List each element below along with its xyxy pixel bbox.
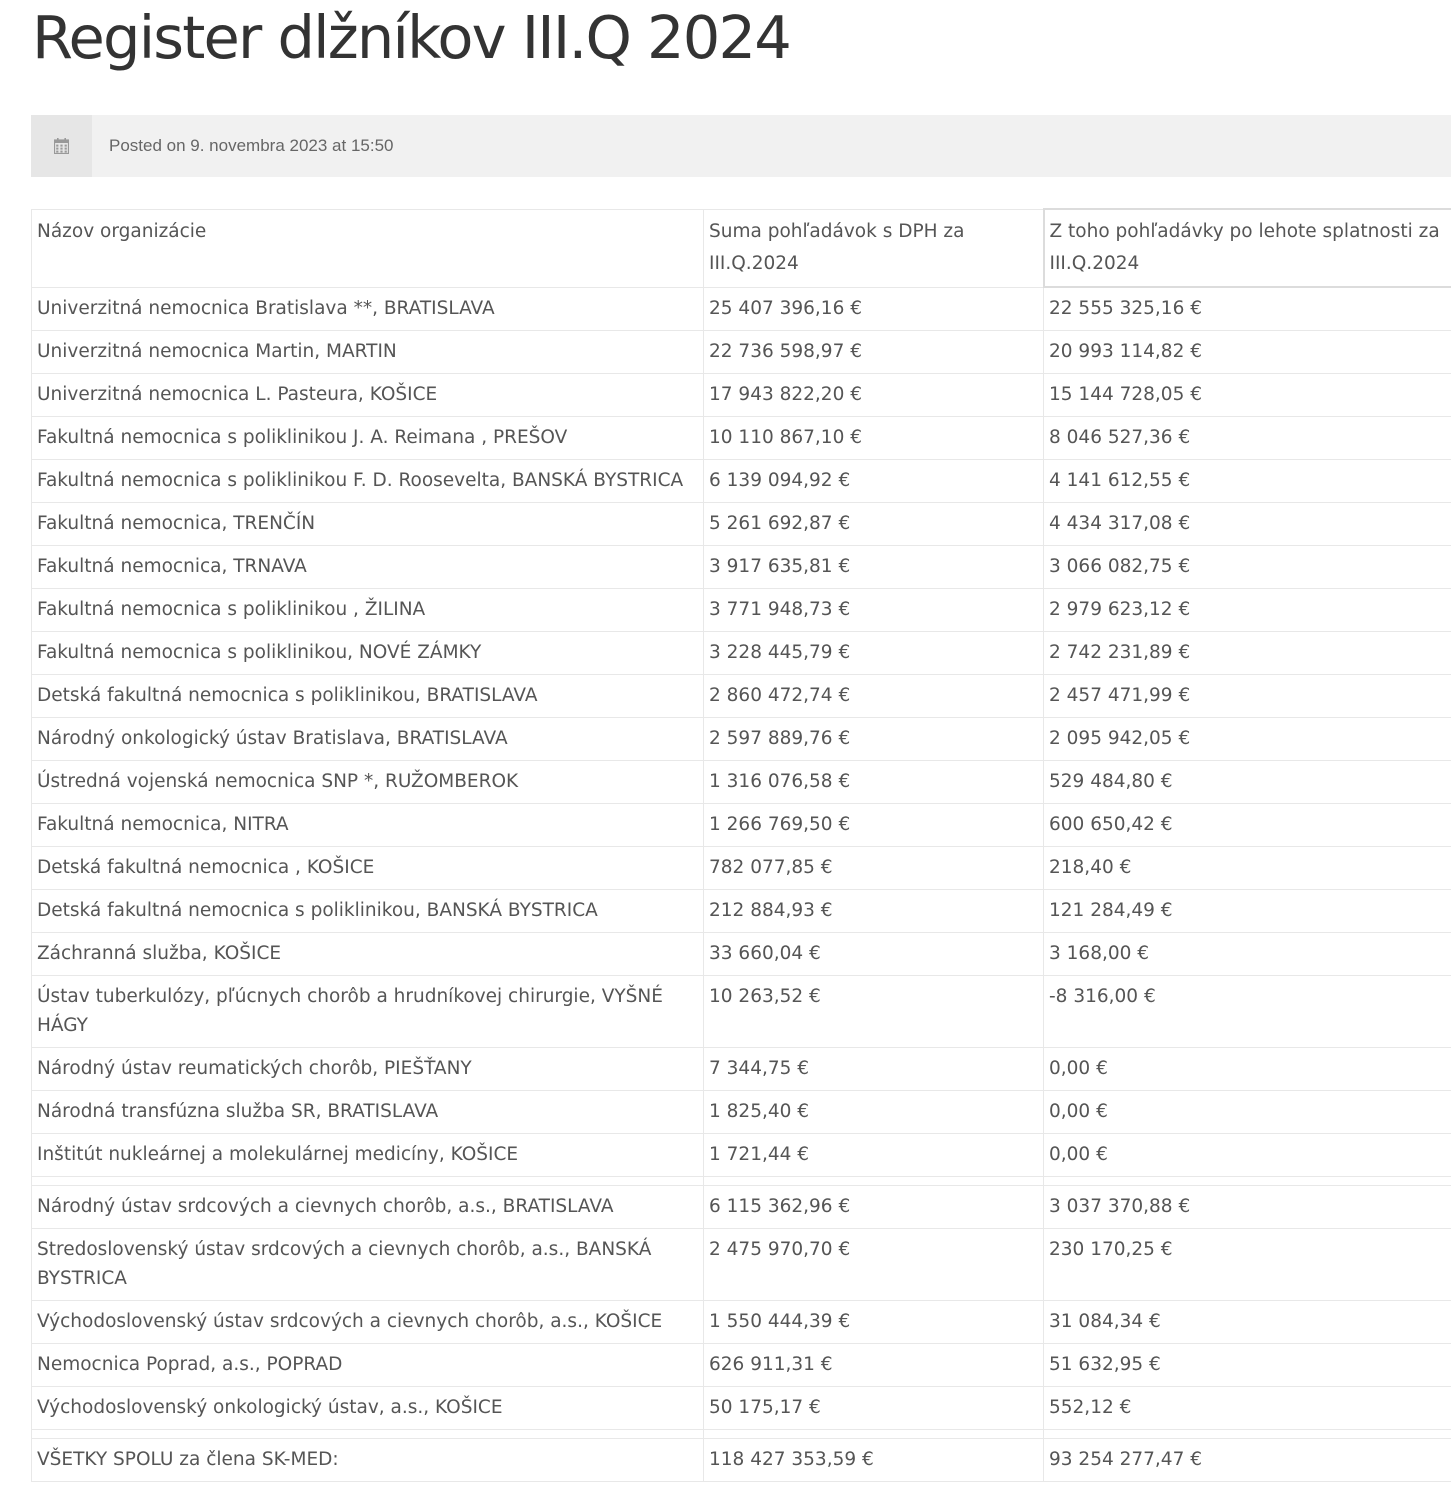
cell-total: 3 228 445,79 € [704, 632, 1044, 675]
cell-overdue: 2 095 942,05 € [1044, 718, 1451, 761]
spacer-cell [704, 1177, 1044, 1186]
cell-total: 10 263,52 € [704, 976, 1044, 1048]
header-overdue: Z toho pohľadávky po lehote splatnosti za III.Q.2024 [1044, 209, 1451, 287]
cell-name: Fakultná nemocnica s poliklinikou J. A. Reimana , PREŠOV [32, 417, 704, 460]
cell-total: 1 721,44 € [704, 1134, 1044, 1177]
table-row [32, 1048, 1451, 1091]
cell-total: 22 736 598,97 € [704, 331, 1044, 374]
cell-overdue: 0,00 € [1044, 1134, 1451, 1177]
table-row [32, 546, 1451, 589]
table-row [32, 675, 1451, 718]
cell-name: Detská fakultná nemocnica s poliklinikou, BANSKÁ BYSTRICA [32, 890, 704, 933]
cell-overdue: 8 046 527,36 € [1044, 417, 1451, 460]
cell-name: Univerzitná nemocnica Martin, MARTIN [32, 331, 704, 374]
cell-name: Fakultná nemocnica, TRNAVA [32, 546, 704, 589]
table-row [32, 287, 1451, 331]
cell-total: 2 597 889,76 € [704, 718, 1044, 761]
cell-overdue: 552,12 € [1044, 1387, 1451, 1430]
cell-overdue: 3 066 082,75 € [1044, 546, 1451, 589]
cell-total: 1 550 444,39 € [704, 1301, 1044, 1344]
cell-name: Ústav tuberkulózy, pľúcnych chorôb a hrudníkovej chirurgie, VYŠNÉ HÁGY [32, 976, 704, 1048]
cell-overdue: 3 168,00 € [1044, 933, 1451, 976]
table-row [32, 976, 1451, 1048]
cell-overdue: 31 084,34 € [1044, 1301, 1451, 1344]
page-title: Register dlžníkov III.Q 2024 [32, 3, 790, 72]
table-spacer-row [32, 1430, 1451, 1439]
meta-icon-box [31, 115, 92, 177]
cell-total: 6 139 094,92 € [704, 460, 1044, 503]
header-total: Suma pohľadávok s DPH za III.Q.2024 [704, 209, 1044, 287]
table-row [32, 1134, 1451, 1177]
cell-name: Národný onkologický ústav Bratislava, BRATISLAVA [32, 718, 704, 761]
cell-overdue: 2 457 471,99 € [1044, 675, 1451, 718]
table-row [32, 632, 1451, 675]
table-row [32, 374, 1451, 417]
table-row [32, 718, 1451, 761]
table-row [32, 933, 1451, 976]
cell-name: Univerzitná nemocnica L. Pasteura, KOŠICE [32, 374, 704, 417]
table-row [32, 503, 1451, 546]
cell-total: 3 771 948,73 € [704, 589, 1044, 632]
cell-name: Fakultná nemocnica s poliklinikou F. D. Roosevelta, BANSKÁ BYSTRICA [32, 460, 704, 503]
cell-overdue: 0,00 € [1044, 1048, 1451, 1091]
cell-overdue: 2 742 231,89 € [1044, 632, 1451, 675]
table-row [32, 1186, 1451, 1229]
table-row [32, 847, 1451, 890]
table-row [32, 460, 1451, 503]
cell-name: Fakultná nemocnica s poliklinikou , ŽILINA [32, 589, 704, 632]
cell-name: Fakultná nemocnica, NITRA [32, 804, 704, 847]
cell-overdue: 20 993 114,82 € [1044, 331, 1451, 374]
cell-name: Detská fakultná nemocnica , KOŠICE [32, 847, 704, 890]
post-meta-bar [31, 115, 1451, 177]
cell-name: Univerzitná nemocnica Bratislava **, BRATISLAVA [32, 287, 704, 331]
header-name: Názov organizácie [32, 209, 704, 287]
table-row [32, 1229, 1451, 1301]
cell-overdue: 15 144 728,05 € [1044, 374, 1451, 417]
cell-total: 782 077,85 € [704, 847, 1044, 890]
table-row [32, 589, 1451, 632]
cell-total: 6 115 362,96 € [704, 1186, 1044, 1229]
cell-total: 626 911,31 € [704, 1344, 1044, 1387]
cell-name: VŠETKY SPOLU za člena SK-MED: [32, 1439, 704, 1482]
cell-name: Národná transfúzna služba SR, BRATISLAVA [32, 1091, 704, 1134]
cell-overdue: 4 141 612,55 € [1044, 460, 1451, 503]
cell-total: 33 660,04 € [704, 933, 1044, 976]
cell-total: 17 943 822,20 € [704, 374, 1044, 417]
table-spacer-row [32, 1177, 1451, 1186]
cell-overdue: 0,00 € [1044, 1091, 1451, 1134]
cell-name: Fakultná nemocnica, TRENČÍN [32, 503, 704, 546]
cell-overdue: 22 555 325,16 € [1044, 287, 1451, 331]
table-row [32, 1091, 1451, 1134]
cell-total: 25 407 396,16 € [704, 287, 1044, 331]
cell-overdue: 3 037 370,88 € [1044, 1186, 1451, 1229]
cell-name: Záchranná služba, KOŠICE [32, 933, 704, 976]
table-row [32, 331, 1451, 374]
posted-date-text: Posted on 9. novembra 2023 at 15:50 [109, 136, 394, 155]
total-row [32, 1439, 1451, 1482]
cell-total: 1 266 769,50 € [704, 804, 1044, 847]
table-header-row [32, 209, 1451, 287]
cell-total: 50 175,17 € [704, 1387, 1044, 1430]
cell-total: 118 427 353,59 € [704, 1439, 1044, 1482]
cell-overdue: 529 484,80 € [1044, 761, 1451, 804]
cell-name: Stredoslovenský ústav srdcových a cievnych chorôb, a.s., BANSKÁ BYSTRICA [32, 1229, 704, 1301]
table-row [32, 890, 1451, 933]
cell-total: 1 825,40 € [704, 1091, 1044, 1134]
cell-overdue: 230 170,25 € [1044, 1229, 1451, 1301]
cell-name: Národný ústav reumatických chorôb, PIEŠŤANY [32, 1048, 704, 1091]
table-row [32, 804, 1451, 847]
cell-name: Fakultná nemocnica s poliklinikou, NOVÉ ZÁMKY [32, 632, 704, 675]
spacer-cell [1044, 1430, 1451, 1439]
table-row [32, 417, 1451, 460]
cell-name: Inštitút nukleárnej a molekulárnej medicíny, KOŠICE [32, 1134, 704, 1177]
cell-overdue: 51 632,95 € [1044, 1344, 1451, 1387]
cell-overdue: 2 979 623,12 € [1044, 589, 1451, 632]
cell-name: Ústredná vojenská nemocnica SNP *, RUŽOMBEROK [32, 761, 704, 804]
cell-name: Národný ústav srdcových a cievnych chorôb, a.s., BRATISLAVA [32, 1186, 704, 1229]
cell-name: Východoslovenský ústav srdcových a cievnych chorôb, a.s., KOŠICE [32, 1301, 704, 1344]
cell-total: 2 860 472,74 € [704, 675, 1044, 718]
cell-name: Detská fakultná nemocnica s poliklinikou, BRATISLAVA [32, 675, 704, 718]
table-row [32, 761, 1451, 804]
cell-overdue: -8 316,00 € [1044, 976, 1451, 1048]
table-row [32, 1301, 1451, 1344]
cell-name: Východoslovenský onkologický ústav, a.s., KOŠICE [32, 1387, 704, 1430]
calendar-icon [54, 138, 69, 154]
cell-total: 10 110 867,10 € [704, 417, 1044, 460]
cell-overdue: 121 284,49 € [1044, 890, 1451, 933]
table-row [32, 1344, 1451, 1387]
spacer-cell [1044, 1177, 1451, 1186]
spacer-cell [32, 1177, 704, 1186]
cell-overdue: 4 434 317,08 € [1044, 503, 1451, 546]
cell-total: 7 344,75 € [704, 1048, 1044, 1091]
spacer-cell [32, 1430, 704, 1439]
spacer-cell [704, 1430, 1044, 1439]
cell-name: Nemocnica Poprad, a.s., POPRAD [32, 1344, 704, 1387]
cell-total: 1 316 076,58 € [704, 761, 1044, 804]
cell-total: 3 917 635,81 € [704, 546, 1044, 589]
cell-total: 2 475 970,70 € [704, 1229, 1044, 1301]
cell-overdue: 93 254 277,47 € [1044, 1439, 1451, 1482]
cell-total: 212 884,93 € [704, 890, 1044, 933]
cell-overdue: 218,40 € [1044, 847, 1451, 890]
debtors-table [31, 208, 1451, 1482]
cell-overdue: 600 650,42 € [1044, 804, 1451, 847]
cell-total: 5 261 692,87 € [704, 503, 1044, 546]
table-row [32, 1387, 1451, 1430]
